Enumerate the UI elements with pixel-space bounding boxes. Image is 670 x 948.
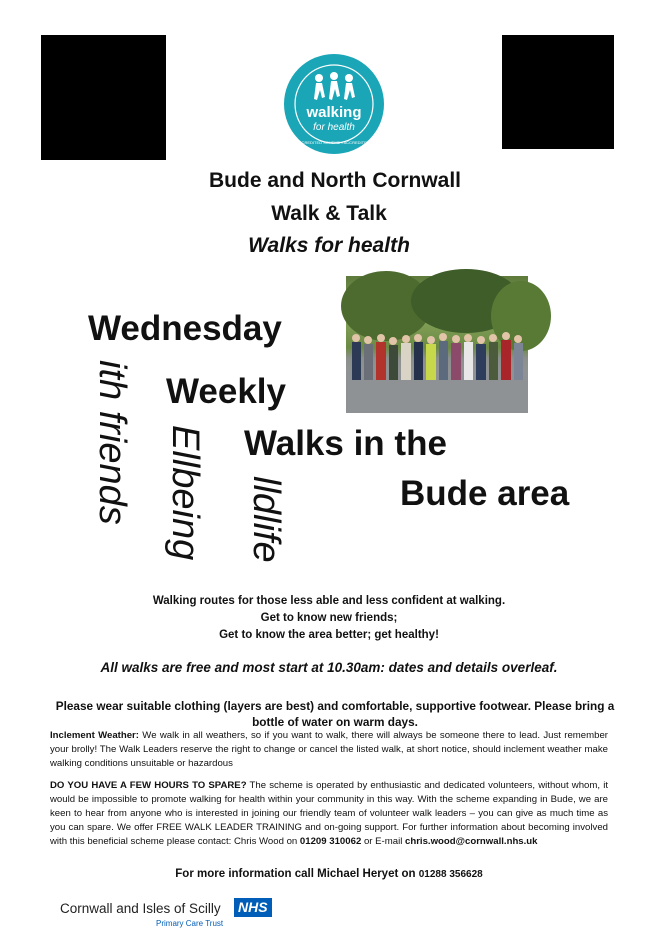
volunteer-label: DO YOU HAVE A FEW HOURS TO SPARE? [50, 780, 247, 791]
vertical-friends: ith friends [91, 360, 133, 525]
volunteer-or-email: or E-mail [361, 836, 405, 847]
logo-text-walking: walking [306, 104, 362, 121]
logo-text-for-health: for health [313, 122, 355, 133]
heading-line-3: Walks for health [248, 234, 410, 257]
feature-walks-in-the: Walks in the [244, 424, 447, 463]
walking-for-health-logo [282, 52, 438, 156]
clothing-advice: Please wear suitable clothing (layers are best) and comfortable, supportive footwear. Please bring a bottle of water on warm days. [55, 699, 615, 729]
redacted-block-left [41, 35, 166, 160]
redacted-block-right [502, 35, 614, 149]
more-info-line [0, 868, 664, 880]
volunteer-phone: 01209 310062 [299, 836, 362, 847]
more-info-text: For more information call Michael Heryet on [175, 868, 419, 880]
volunteer-paragraph [50, 779, 608, 849]
nhs-footer-logo [60, 897, 300, 933]
heading-line-2: Walk & Talk [271, 202, 387, 225]
footer-org-name: Cornwall and Isles of Scilly [60, 901, 221, 916]
photo-illustration-icon [346, 276, 528, 413]
feature-weekly: Weekly [166, 372, 286, 411]
intro-line-2: Get to know new friends; [260, 612, 398, 624]
volunteer-email-link[interactable]: chris.wood@cornwall.nhs.uk [405, 836, 538, 847]
footer-subtitle: Primary Care Trust [156, 919, 224, 928]
weather-label: Inclement Weather: [50, 730, 139, 741]
intro-line-1: Walking routes for those less able and less confident at walking. [152, 595, 506, 607]
group-walkers-photo [346, 276, 528, 413]
nhs-badge: NHS [234, 898, 272, 917]
weather-paragraph [50, 729, 608, 771]
free-walks-note: All walks are free and most start at 10.30am: dates and details overleaf. [100, 660, 558, 675]
vertical-wellbeing: Ellbeing [164, 425, 206, 561]
intro-line-3: Get to know the area better; get healthy! [219, 629, 439, 641]
feature-bude-area: Bude area [400, 474, 570, 513]
logo-ring-text: ACCREDITED SCHEME • ACCREDITED SCHEME • ACCREDITED SCHEME • [296, 140, 438, 145]
vertical-wildlife: lldlife [245, 476, 287, 563]
weather-text: We walk in all weathers, so if you want to walk, there will always be someone there to lead. Just remember your brolly! The Walk Leaders reserve the right to change or cancel the listed walk, at short notice, should inclement weather make walking conditions unsuitable or hazardous [50, 730, 608, 769]
heading-line-1: Bude and North Cornwall [209, 169, 461, 192]
feature-wednesday: Wednesday [88, 309, 282, 348]
more-info-phone: 01288 356628 [418, 869, 483, 880]
volunteer-text: The scheme is operated by enthusiastic and dedicated volunteers, without whom, it would be impossible to promote walking for health within your community in this way. With the scheme expanding in Bude, we are keen to hear from anyone who is interested in joining our friendly team of volunteer walk leaders – you can give as much time as you can spare. We offer FREE WALK LEADER TRAINING and on-going support. For further information about becoming involved with this beneficial scheme please contact: Chris Wood on [50, 780, 608, 847]
